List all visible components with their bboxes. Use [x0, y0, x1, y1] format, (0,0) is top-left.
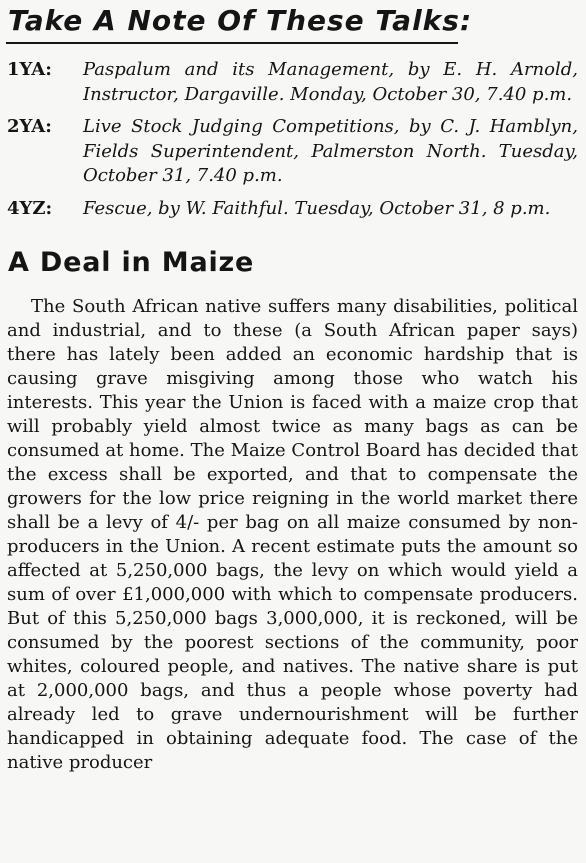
- heading-rule: [6, 42, 458, 44]
- talk-description: Paspalum and its Management, by E. H. Arnold, Instructor, Dargaville. Monday, October 30, 7.40 p.m.: [83, 59, 578, 105]
- talks-heading: Take A Note Of These Talks:: [8, 4, 473, 37]
- talk-item-1ya: [6, 58, 578, 107]
- newspaper-page: [6, 0, 578, 793]
- talk-item-2ya: [6, 115, 578, 189]
- talks-list: [6, 58, 578, 221]
- talk-station: 1YA:: [7, 59, 52, 80]
- talk-description: Live Stock Judging Competitions, by C. J. Hamblyn, Fields Superintendent, Palmerston North. Tuesday, October 31, 7.40 p.m.: [83, 116, 578, 186]
- talk-station: 2YA:: [7, 116, 52, 137]
- talk-station: 4YZ:: [7, 197, 53, 219]
- talk-description: Fescue, by W. Faithful. Tuesday, October 31, 8 p.m.: [83, 197, 551, 219]
- article-body: The South African native suffers many disabilities, political and industrial, and to these (a South African paper says) there has lately been added an economic hardship that is causing grave misgiving among those who watch his interests. This year the Union is faced with a maize crop that will probably yield almost twice as many bags as can be consumed at home. The Maize Control Board has decided that the excess shall be exported, and that to compensate the growers for the low price reigning in the world market there shall be a levy of 4/- per bag on all maize consumed by non-producers in the Union. A recent estimate puts the amount so affected at 5,250,000 bags, the levy on which would yield a sum of over £1,000,000 with which to compensate producers. But of this 5,250,000 bags 3,000,000, it is reckoned, will be consumed by the poorest sections of the community, poor whites, coloured people, and natives. The native share is put at 2,000,000 bags, and thus a people whose poverty had already led to grave undernourishment will be further handicapped in obtaining adequate food. The case of the native producer: [7, 296, 578, 773]
- article-heading: A Deal in Maize: [8, 247, 255, 278]
- talk-item-4yz: [6, 197, 578, 222]
